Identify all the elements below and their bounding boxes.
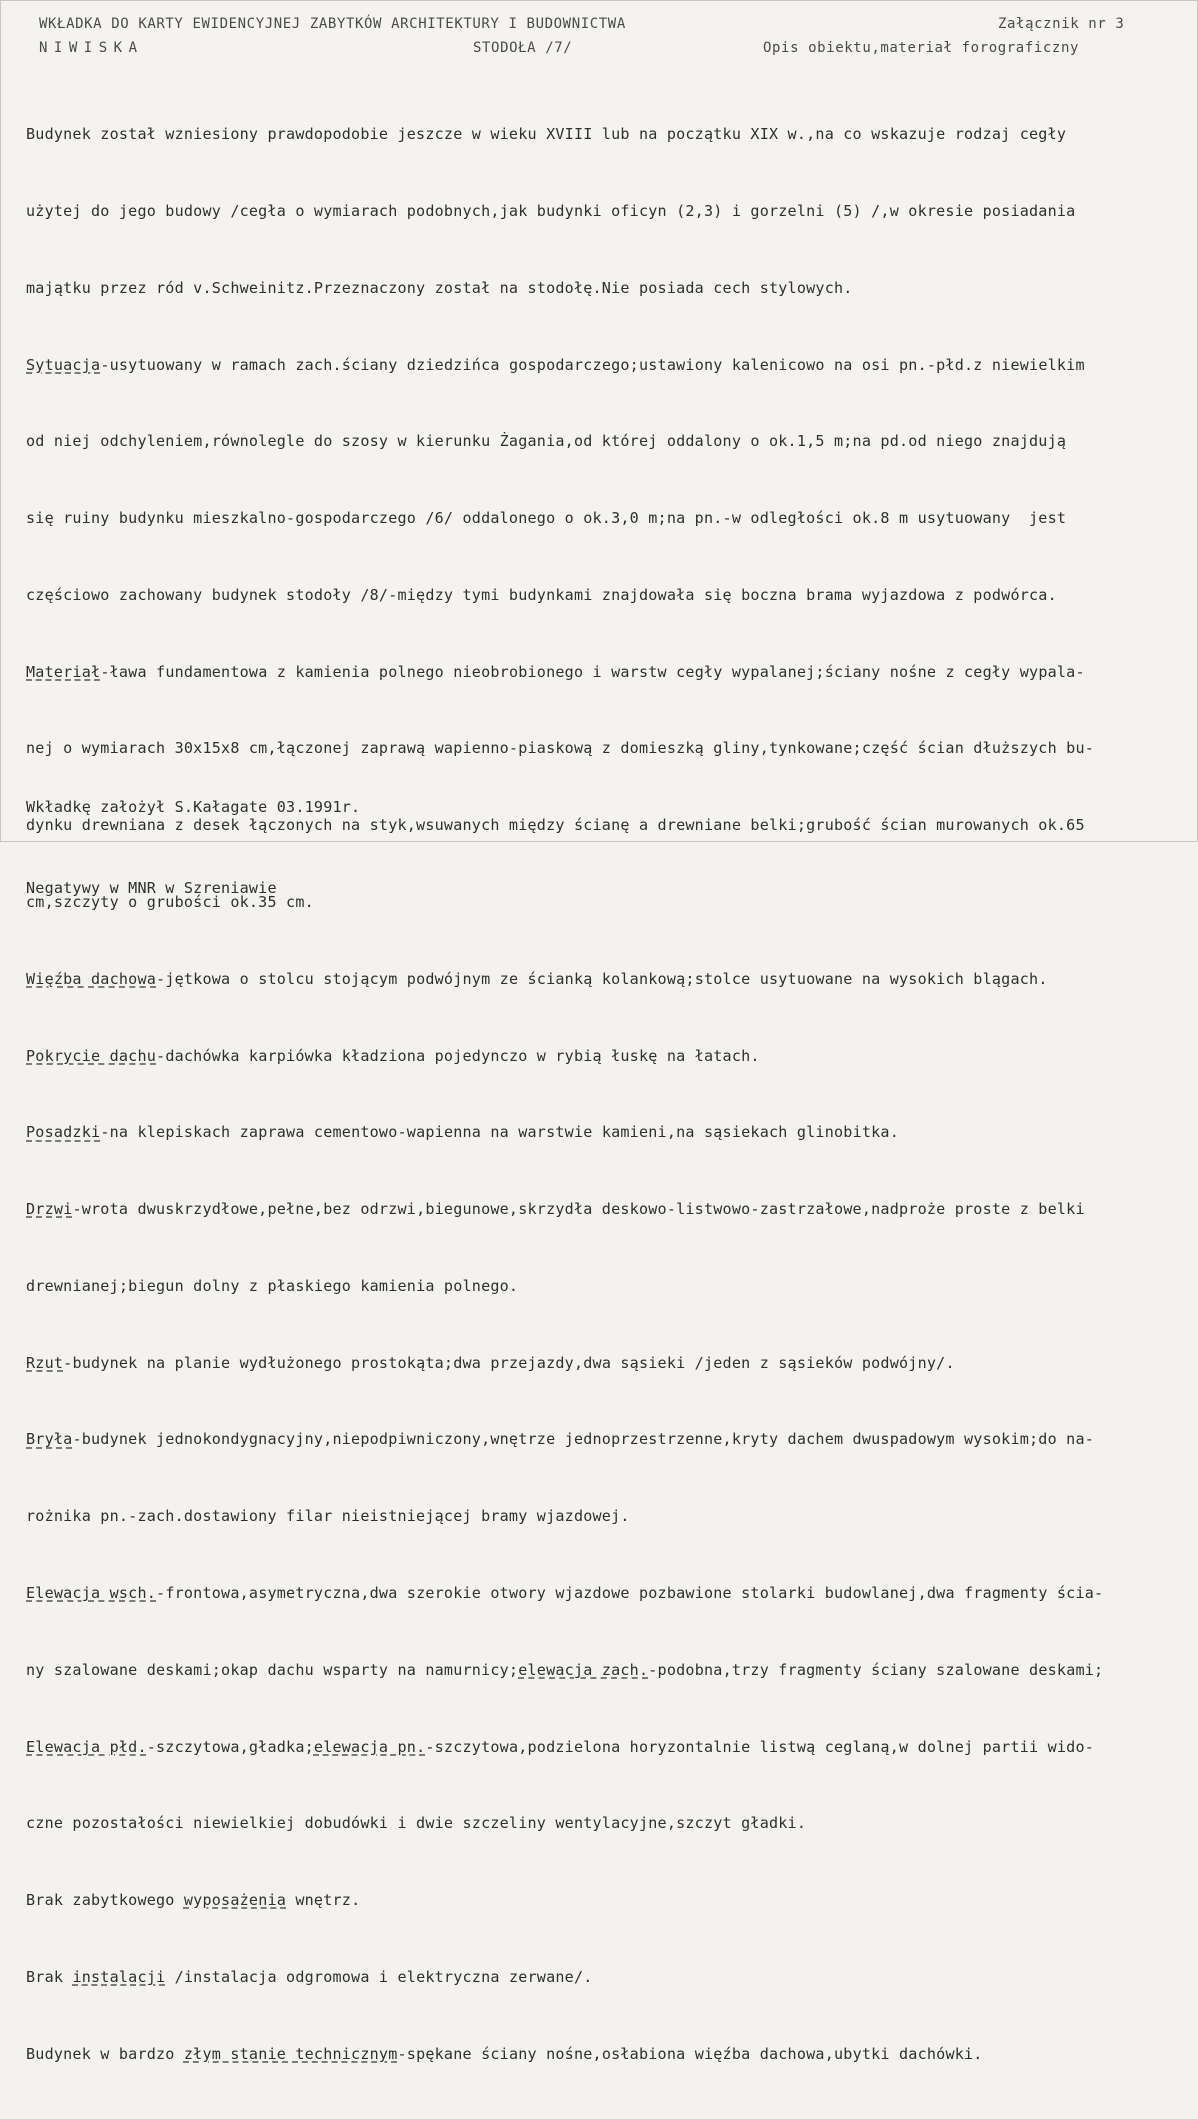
text-line [26,1197,1186,1223]
section-label-installations: instalacji [72,1967,166,1986]
footer-notes [26,740,360,956]
line-text: -spękane ściany nośne,osłabiona więźba dachowa,ubytki dachówki. [397,2044,983,2063]
document-title: WKŁADKA DO KARTY EWIDENCYJNEJ ZABYTKÓW ARCHITEKTURY I BUDOWNICTWA [39,16,626,32]
text-line [26,1504,1186,1530]
line-text: częściowo zachowany budynek stodoły /8/-między tymi budynkami znajdowała się boczna brama wyjazdowa z podwórca. [26,585,1057,604]
text-line [26,1658,1186,1684]
text-line [26,1888,1186,1914]
line-text: cm,szczyty o grubości ok.35 cm. [26,893,314,911]
line-text: się ruiny budynku mieszkalno-gospodarczego /6/ oddalonego o ok.3,0 m;na pn.-w odległości ok.8 m usytuowany jest [26,509,1067,528]
text-line [26,1120,1186,1146]
line-text: Budynek został wzniesiony prawdopodobie jeszcze w wieku XVIII lub na początku XIX w.,na co wskazuje rodzaj cegły [26,125,1067,144]
text-line [26,1044,1186,1070]
text-line [26,122,1186,148]
description-label: Opis obiektu,materiał forograficzny [763,40,1080,56]
line-text: użytej do jego budowy /cegła o wymiarach podobnych,jak budynki oficyn (2,3) i gorzelni (5) /,w okresie posiadania [26,201,1076,220]
text-line [26,353,1186,379]
line-text: -usytuowany w ramach zach.ściany dziedzińca gospodarczego;ustawiony kalenicowo na osi pn.-płd.z niewielkim [100,355,1085,374]
town-name: NIWISKA [39,40,144,56]
section-label-roof-truss: Więźba dachowa [26,969,157,988]
section-label-furnishings: wyposażenia [183,1891,287,1910]
text-line [26,1427,1186,1453]
line-text: -podobna,trzy fragmenty ściany szalowane deskami; [648,1660,1104,1679]
line-text: czne pozostałości niewielkiej dobudówki i dwie szczeliny wentylacyjne,szczyt gładki. [26,1814,807,1833]
text-line [26,506,1186,532]
text-line [26,1351,1186,1377]
text-line [26,276,1186,302]
line-text: -szczytowa,podzielona horyzontalnie listwą ceglaną,w dolnej partii wido- [425,1737,1095,1756]
text-line [26,1274,1186,1300]
line-text: dynku drewniana z desek łączonych na styk,wsuwanych między ścianę a drewniane belki;grubość ścian murowanych ok.65 [26,816,1085,835]
section-label-material: Materiał [26,662,101,681]
section-label-north-elevation: elewacja pn. [313,1737,426,1756]
line-text: Brak zabytkowego [26,1891,184,1910]
section-label-doors: Drzwi [26,1200,73,1219]
section-label-south-elevation: Elewacja płd. [26,1737,147,1756]
line-text: -ława fundamentowa z kamienia polnego nieobrobionego i warstw cegły wypalanej;ściany nośne z cegły wypala- [100,662,1085,681]
annex-number: Załącznik nr 3 [998,16,1125,32]
line-text: ny szalowane deskami;okap dachu wsparty na namurnicy; [26,1660,519,1679]
text-line [26,199,1186,225]
object-name: STODOŁA /7/ [473,40,573,56]
line-text: Budynek w bardzo [26,2044,184,2063]
line-text: -na klepiskach zaprawa cementowo-wapienna na warstwie kamieni,na sąsiekach glinobitka. [100,1123,900,1142]
line-text: -frontowa,asymetryczna,dwa szerokie otwory wjazdowe pozbawione stolarki budowlanej,dwa fragmenty ścia- [156,1584,1104,1603]
text-line [26,429,1186,455]
author-note: Wkładkę założył S.Kałagate 03.1991r. [26,798,361,816]
line-text: od niej odchyleniem,równolegle do szosy w kierunku Żagania,od której oddalony o ok.1,5 m;na pd.od niego znajdują [26,432,1067,451]
section-label-plan: Rzut [26,1353,64,1372]
line-text: rożnika pn.-zach.dostawiony filar nieistniejącej bramy wjazdowej. [26,1507,630,1526]
line-text: drewnianej;biegun dolny z płaskiego kamienia polnego. [26,1276,519,1295]
text-line [26,583,1186,609]
text-line [26,1735,1186,1761]
line-text: Brak [26,1967,73,1986]
line-text: -szczytowa,gładka; [146,1737,314,1756]
line-text: -jętkowa o stolcu stojącym podwójnym ze ścianką kolankową;stolce usytuowane na wysokich blągach. [156,969,1048,988]
section-label-massing: Bryła [26,1430,73,1449]
description-body [26,71,1186,2119]
line-text: wnętrz. [286,1891,361,1910]
negatives-note: Negatywy w MNR w Szreniawie [26,879,277,897]
line-text: majątku przez ród v.Schweinitz.Przeznaczony został na stodołę.Nie posiada cech stylowych. [26,278,853,297]
text-line [26,967,1186,993]
line-text: nej o wymiarach 30x15x8 cm,łączonej zaprawą wapienno-piaskową z domieszką gliny,tynkowane;część ścian dłuższych bu- [26,739,1095,758]
line-text: -budynek na planie wydłużonego prostokąta;dwa przejazdy,dwa sąsieki /jeden z sąsieków podwójny/. [63,1353,955,1372]
text-line [26,2042,1186,2068]
line-text: -budynek jednokondygnacyjny,niepodpiwniczony,wnętrze jednoprzestrzenne,kryty dachem dwuspadowym wysokim;do na- [72,1430,1095,1449]
section-label-floors: Posadzki [26,1123,101,1142]
section-label-east-elevation: Elewacja wsch. [26,1584,157,1603]
section-label-situation: Sytuacja [26,355,101,374]
section-label-west-elevation: elewacja zach. [518,1660,649,1679]
line-text: -dachówka karpiówka kładziona pojedynczo w rybią łuskę na łatach. [156,1046,760,1065]
line-text: -wrota dwuskrzydłowe,pełne,bez odrzwi,biegunowe,skrzydła deskowo-listwowo-zastrzałowe,nadproże proste z belki [72,1200,1085,1219]
text-line [26,1811,1186,1837]
section-label-roofing: Pokrycie dachu [26,1046,157,1065]
line-text: /instalacja odgromowa i elektryczna zerwane/. [165,1967,593,1986]
text-line [26,1965,1186,1991]
text-line [26,1581,1186,1607]
text-line [26,660,1186,686]
section-label-condition: złym stanie technicznym [183,2044,398,2063]
